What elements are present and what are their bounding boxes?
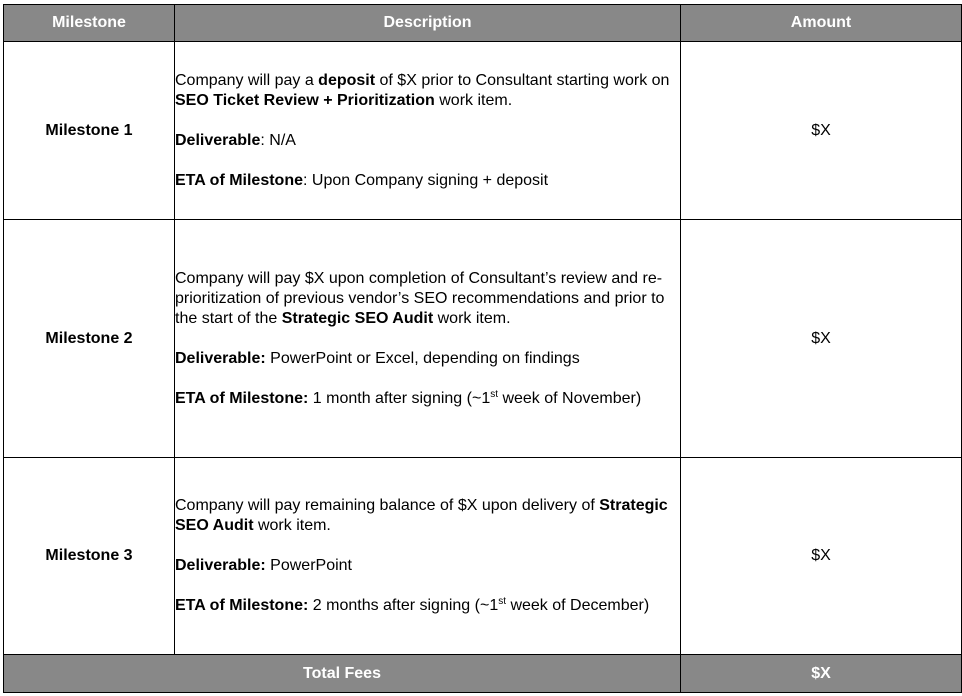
milestone-amount: $X xyxy=(681,42,962,220)
amount-column-header: Amount xyxy=(681,5,962,42)
milestone-column-header: Milestone xyxy=(4,5,175,42)
eta-line: ETA of Milestone: 2 months after signing (~1st week of December) xyxy=(175,596,650,614)
milestone-amount: $X xyxy=(681,458,962,655)
eta-line: ETA of Milestone: 1 month after signing (~1st week of November) xyxy=(175,388,642,407)
milestone-description xyxy=(175,458,681,655)
deliverable-line: Deliverable: N/A xyxy=(175,131,296,149)
total-fees-label: Total Fees xyxy=(4,655,681,693)
description-text: Company will pay a deposit of $X prior to Consultant starting work on SEO Ticket Review + Prioritization work item. xyxy=(175,71,670,109)
milestone-amount: $X xyxy=(681,220,962,458)
description-text: Company will pay $X upon completion of Consultant’s review and re-prioritization of previous vendor’s SEO recommendations and prior to the start of the Strategic SEO Audit work item. xyxy=(175,269,665,327)
total-fees-amount: $X xyxy=(681,655,962,693)
description-column-header: Description xyxy=(175,5,681,42)
milestone-description xyxy=(175,220,681,458)
deliverable-line: Deliverable: PowerPoint or Excel, depending on findings xyxy=(175,349,580,367)
milestone-description xyxy=(175,42,681,220)
deliverable-line: Deliverable: PowerPoint xyxy=(175,557,352,574)
milestone-name: Milestone 1 xyxy=(4,42,175,220)
table-header-row xyxy=(4,5,962,42)
milestone-fees-table xyxy=(3,4,962,693)
table-row xyxy=(4,220,962,458)
eta-line: ETA of Milestone: Upon Company signing + deposit xyxy=(175,171,549,189)
table-row xyxy=(4,458,962,655)
milestone-name: Milestone 2 xyxy=(4,220,175,458)
description-text: Company will pay remaining balance of $X upon delivery of Strategic SEO Audit work item. xyxy=(175,497,668,534)
milestone-name: Milestone 3 xyxy=(4,458,175,655)
total-fees-row xyxy=(4,655,962,693)
table-row xyxy=(4,42,962,220)
